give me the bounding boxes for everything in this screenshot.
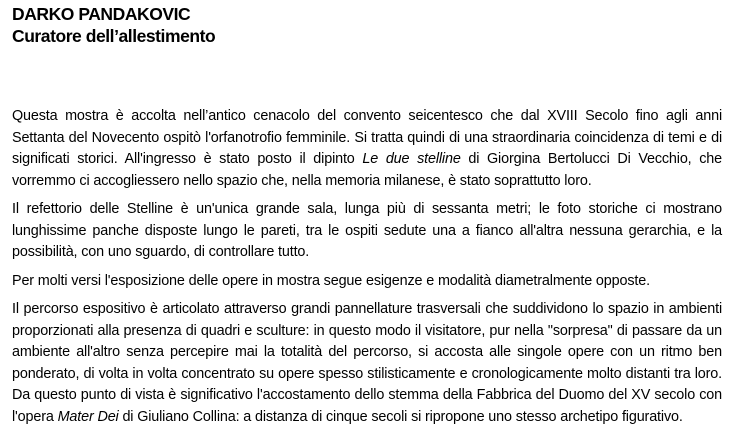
paragraph-4-text-a: Il percorso espositivo è articolato attraverso grandi pannellature trasversali che suddividono lo spazio in ambienti proporzionati alla presenza di quadri e sculture: in questo modo il visitatore, pur nella "sorpresa" di passare da un ambiente all'altro senza percepire mai la totalità del percorso, si accosta alle singole opere con un ritmo ben ponderato, di volta in volta concentrato su opere spesso stilisticamente e cronologicamente molto distanti tra loro. Da questo punto di vista è significativo l'accostamento dello stemma della Fabbrica del Duomo del XV secolo con l'opera [12, 301, 722, 425]
artwork-title-le-due-stelline: Le due stelline [362, 151, 461, 167]
paragraph-2: Il refettorio delle Stelline è un'unica grande sala, lunga più di sessanta metri; le foto storiche ci mostrano lunghissime panche disposte lungo le pareti, tra le ospiti sedute una a fianco all'altra nessuna gerarchia, e la possibilità, con uno sguardo, di controllare tutto. [12, 201, 722, 260]
document-header [12, 3, 215, 47]
paragraph-4 [12, 299, 722, 428]
author-name: DARKO PANDAKOVIC [12, 4, 191, 24]
artwork-title-mater-dei: Mater Dei [57, 408, 119, 425]
paragraph-1-text-a: Questa mostra è accolta nell’antico cenacolo del convento seicentesco che dal XVIII Secolo fino agli anni Settanta del Novecento ospitò l'orfanotrofio femminile. Si tratta quindi di una straordinaria coincidenza di temi e di significati storici. All'ingresso è stato posto il dipinto [12, 108, 722, 167]
paragraph-3: Per molti versi l'esposizione delle opere in mostra segue esigenze e modalità diametralmente opposte. [12, 272, 650, 289]
paragraph-4-text-b: di Giuliano Collina: a distanza di cinque secoli si ripropone uno stesso archetipo figurativo. [118, 408, 683, 425]
paragraph-1 [12, 106, 722, 192]
author-role: Curatore dell’allestimento [12, 26, 216, 46]
document-body [12, 106, 722, 428]
paragraph-1-text-b: di Giorgina Bertolucci Di Vecchio, che vorremmo ci accogliessero nello spazio che, nella memoria milanese, è stato soprattutto loro. [12, 151, 722, 189]
